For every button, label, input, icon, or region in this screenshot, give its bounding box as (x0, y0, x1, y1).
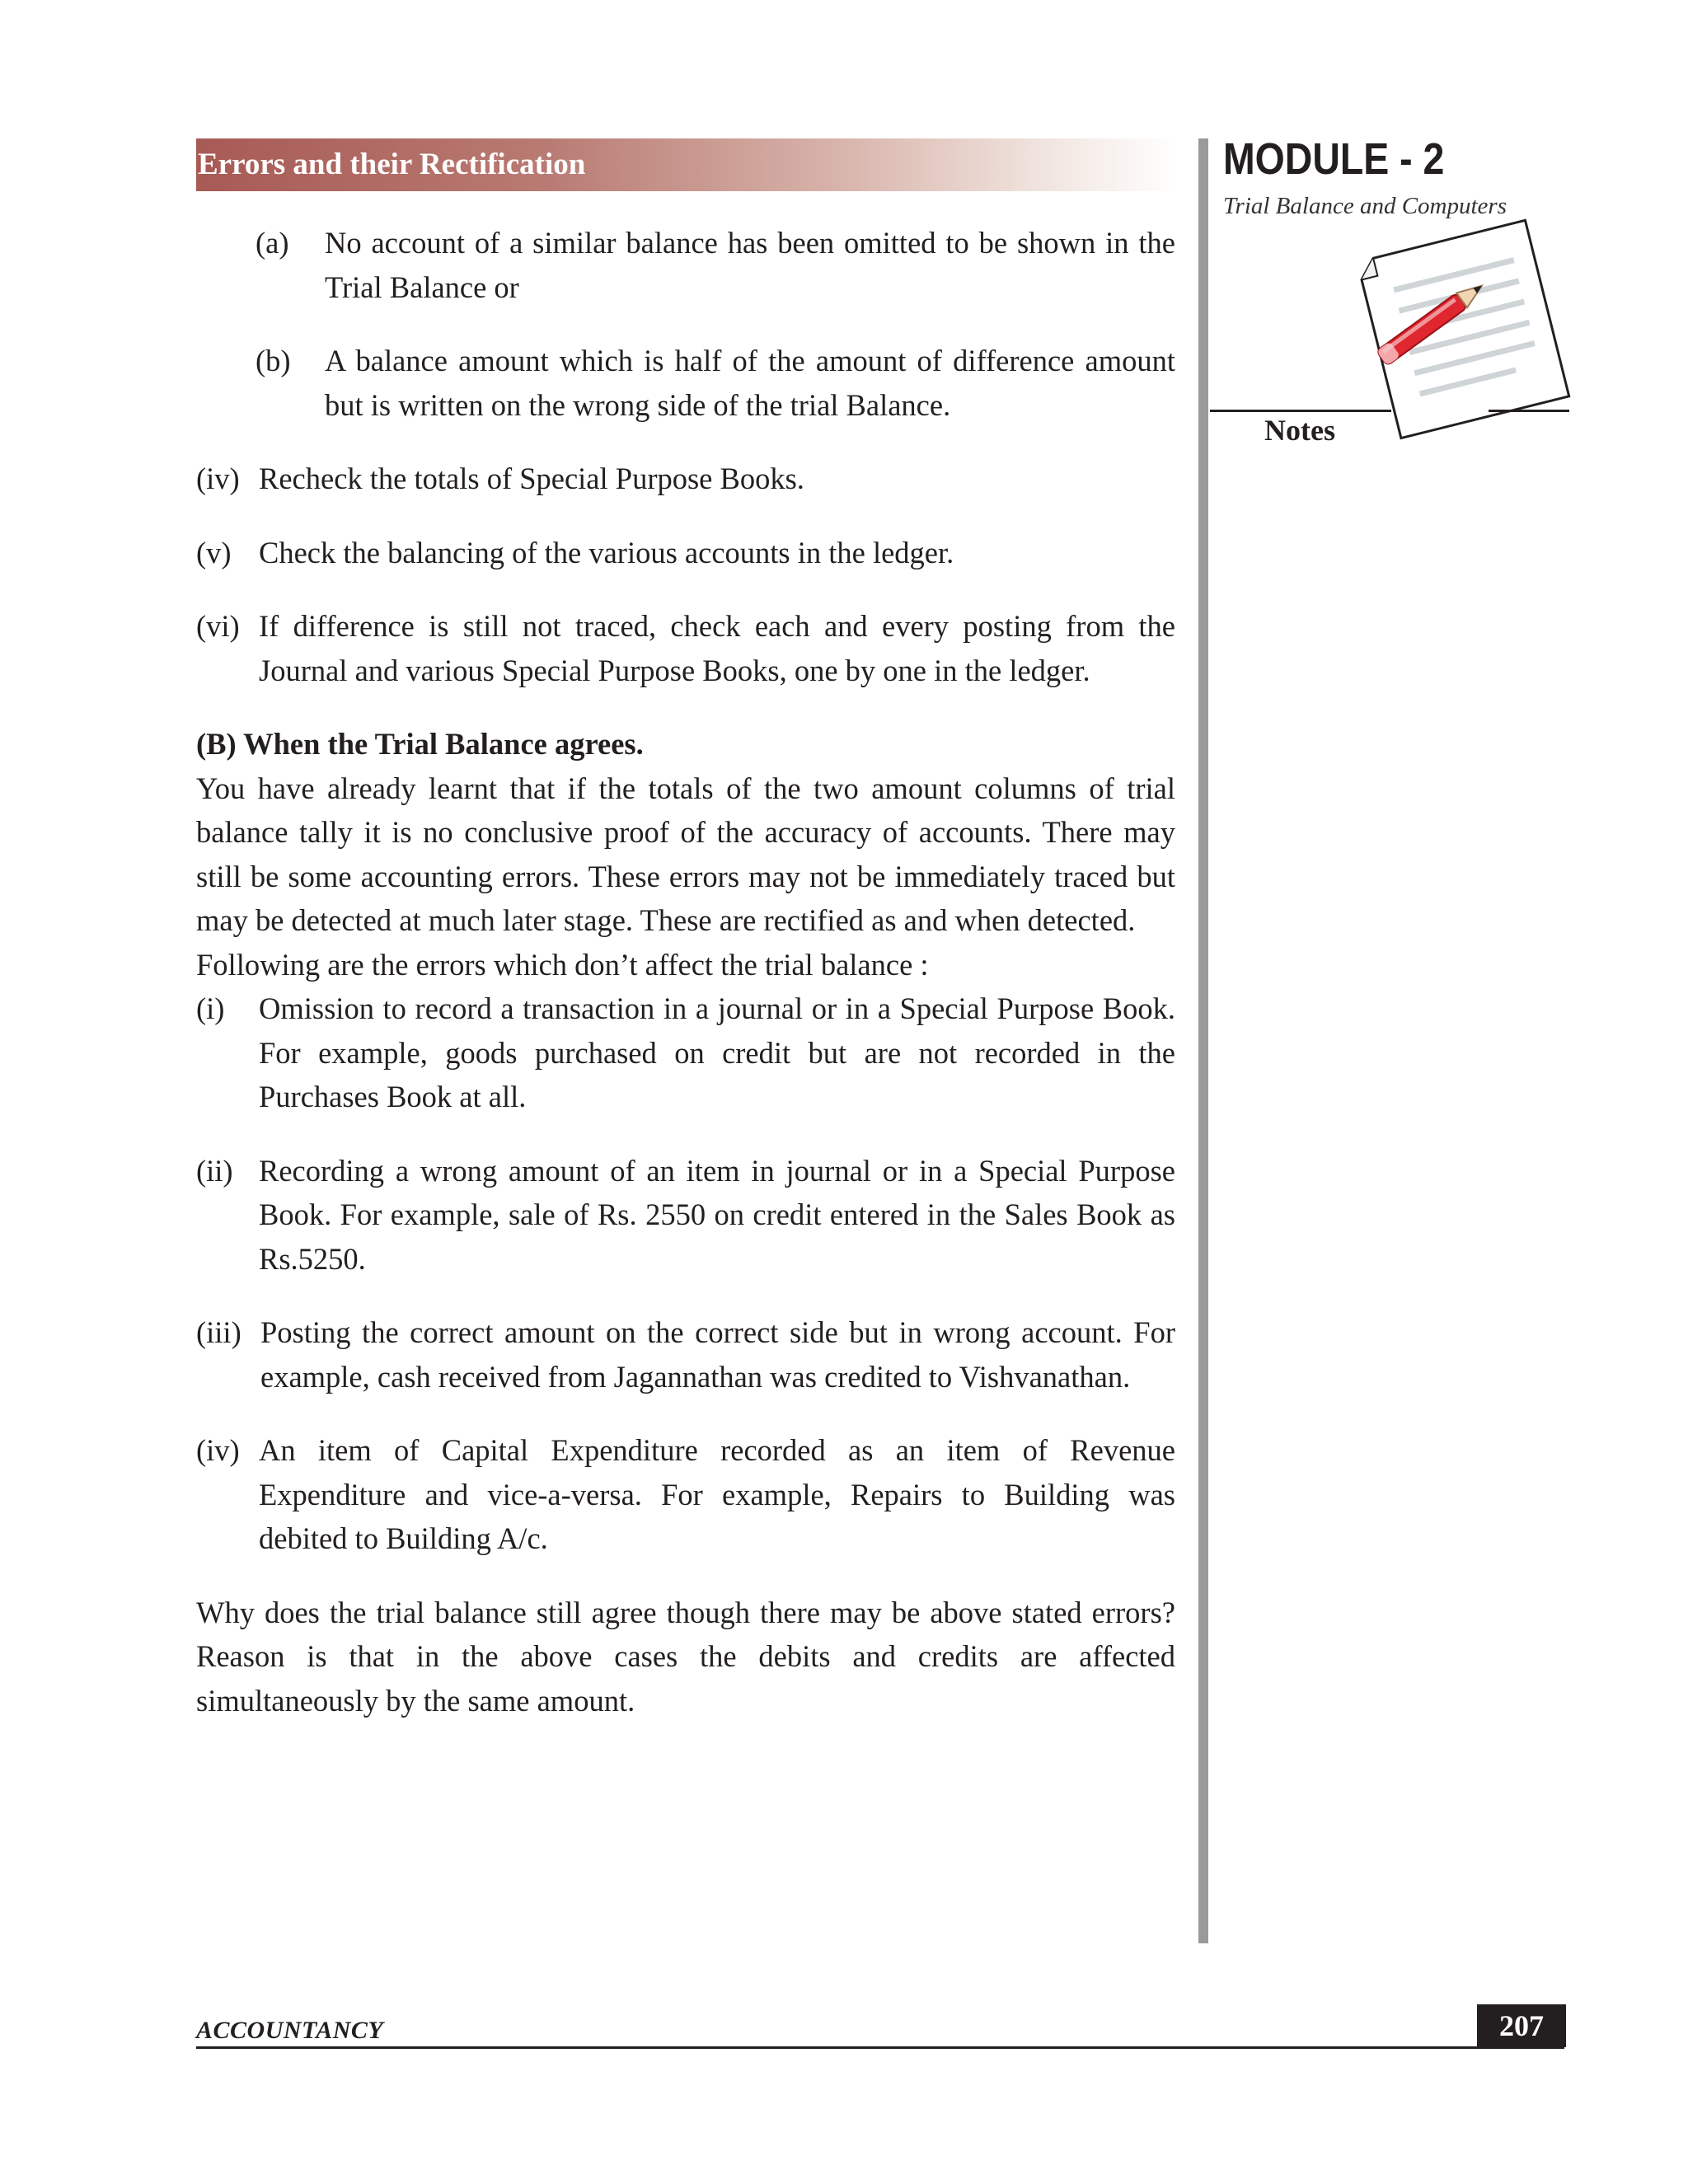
notes-label: Notes (1264, 414, 1335, 447)
list-item (196, 1149, 1175, 1282)
margin-divider (1198, 138, 1208, 1943)
list-item (196, 604, 1175, 692)
module-subtitle: Trial Balance and Computers (1223, 193, 1507, 219)
list-marker: (iii) (196, 1315, 241, 1349)
list-marker: (i) (196, 991, 225, 1025)
list-item (256, 339, 1175, 427)
list-item (196, 1428, 1175, 1561)
list-text: Recheck the totals of Special Purpose Books. (259, 462, 804, 495)
list-text: Check the balancing of the various accounts in the ledger. (259, 535, 954, 569)
list-text: Recording a wrong amount of an item in journal or in a Special Purpose Book. For example, sale of Rs. 2550 on credit entered in the Sales Book as Rs.5250. (259, 1153, 1175, 1276)
list-marker: (a) (256, 226, 289, 260)
list-text: If difference is still not traced, check each and every posting from the Journal and various Special Purpose Books, one by one in the ledger. (259, 609, 1175, 687)
intro-paragraph: You have already learnt that if the totals of the two amount columns of trial balance tally it is no conclusive proof of the accuracy of accounts. There may still be some accounting errors. These errors may not be immediately traced but may be detected at much later stage. These are rectified as and when detected. (196, 771, 1175, 937)
list-marker: (iv) (196, 462, 240, 495)
list-marker: (v) (196, 535, 232, 569)
list-text: Posting the correct amount on the correct side but in wrong account. For example, cash received from Jagannathan was credited to Vishvanathan. (260, 1315, 1175, 1394)
list-intro: Following are the errors which don’t affect the trial balance : (196, 947, 929, 982)
list-item (196, 531, 1175, 575)
section-heading: (B) When the Trial Balance agrees. (196, 727, 644, 761)
footer-rule (196, 2046, 1564, 2049)
list-marker: (iv) (196, 1433, 240, 1467)
list-text: No account of a similar balance has been omitted to be shown in the Trial Balance or (325, 226, 1175, 304)
chapter-title: Errors and their Rectification (198, 148, 586, 181)
module-title: MODULE - 2 (1223, 134, 1445, 184)
notes-rule-right (1489, 410, 1569, 412)
list-text: Omission to record a transaction in a journal or in a Special Purpose Book. For example, goods purchased on credit but are not recorded in the Purchases Book at all. (259, 991, 1175, 1113)
list-item (196, 987, 1175, 1119)
list-item (196, 1310, 1175, 1399)
list-marker: (ii) (196, 1153, 233, 1188)
closing-paragraph: Why does the trial balance still agree though there may be above stated errors? Reason is that in the above cases the debits and credits are affected simultaneously by the same amount. (196, 1595, 1175, 1718)
list-item (256, 221, 1175, 309)
list-text: An item of Capital Expenditure recorded as an item of Revenue Expenditure and vice-a-versa. For example, Repairs to Building was debited to Building A/c. (259, 1433, 1175, 1555)
list-marker: (b) (256, 344, 291, 377)
list-item (196, 457, 1175, 501)
footer-subject: ACCOUNTANCY (196, 2017, 384, 2044)
page-number: 207 (1499, 2009, 1544, 2042)
list-marker: (vi) (196, 609, 240, 643)
list-text: A balance amount which is half of the amount of difference amount but is written on the wrong side of the trial Balance. (325, 344, 1175, 422)
main-content (196, 221, 1175, 1722)
